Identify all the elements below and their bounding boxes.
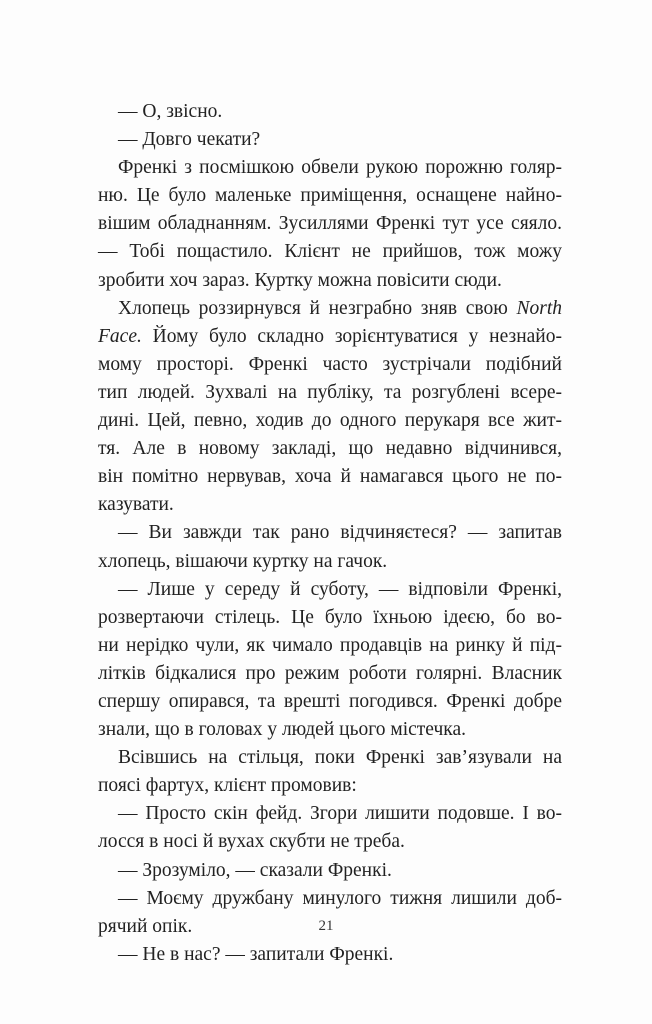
text-line: Всівшись на стільця, поки Френкі зав’язували на xyxy=(118,747,562,769)
text-line: він помітно нервував, хоча й намагався цього не по- xyxy=(98,466,562,488)
text-line: тип людей. Зухвалі на публіку, та розгублені всере- xyxy=(98,381,562,403)
text-line: ню. Це було маленьке приміщення, оснащене найно- xyxy=(98,185,562,207)
text-line: — О, звісно. xyxy=(118,101,223,122)
text-line: Френкі з посмішкою обвели рукою порожню голяр- xyxy=(118,157,562,179)
text-line: — Ви завжди так рано відчиняєтеся? — запитав xyxy=(118,522,562,544)
text-line: — Просто скін фейд. Згори лишити подовше. І во- xyxy=(118,803,562,825)
text-line: хлопець, вішаючи куртку на гачок. xyxy=(98,550,388,572)
text-line: ни нерідко чули, як чимало продавців на ринку й під- xyxy=(98,634,562,656)
text-line: мому просторі. Френкі часто зустрічали подібний xyxy=(98,353,562,375)
text-line: — Тобі пощастило. Клієнт не прийшов, тож можу xyxy=(98,241,562,263)
text-line: Хлопець роззирнувся й незграбно зняв свою North xyxy=(118,297,562,319)
text-line: знали, що в головах у людей цього містечка. xyxy=(98,719,466,741)
text-line: — Не в нас? — запитали Френкі. xyxy=(118,943,394,965)
text-line: Face. Йому було складно зорієнтуватися у незнайо- xyxy=(98,325,562,347)
text-line: казувати. xyxy=(98,494,174,516)
page-number: 21 xyxy=(318,918,334,934)
text-line: літків бідкалися про режим роботи голярні. Власник xyxy=(98,662,562,684)
text-line: — Лише у середу й суботу, — відповіли Френкі, xyxy=(118,578,562,600)
page-body-text xyxy=(98,98,562,969)
text-line: зробити хоч зараз. Куртку можна повісити сюди. xyxy=(98,269,502,291)
text-line: — Моєму дружбану минулого тижня лишили доб- xyxy=(118,887,562,909)
text-line: розвертаючи стілець. Це було їхньою ідеєю, бо во- xyxy=(98,606,562,628)
text-line: лосся в носі й вухах скубти не треба. xyxy=(98,831,405,853)
text-line: вішим обладнанням. Зусиллями Френкі тут усе сяяло. xyxy=(98,213,562,235)
text-line: спершу опирався, та врешті погодився. Френкі добре xyxy=(98,690,562,712)
text-line: дині. Цей, певно, ходив до одного перукаря все жит- xyxy=(98,410,562,432)
text-line: — Довго чекати? xyxy=(118,129,261,151)
text-line: тя. Але в новому закладі, що недавно відчинився, xyxy=(98,438,562,460)
text-line: поясі фартух, клієнт промовив: xyxy=(98,775,357,797)
text-line: — Зрозуміло, — сказали Френкі. xyxy=(118,859,392,881)
text-line: рячий опік. xyxy=(98,915,193,937)
